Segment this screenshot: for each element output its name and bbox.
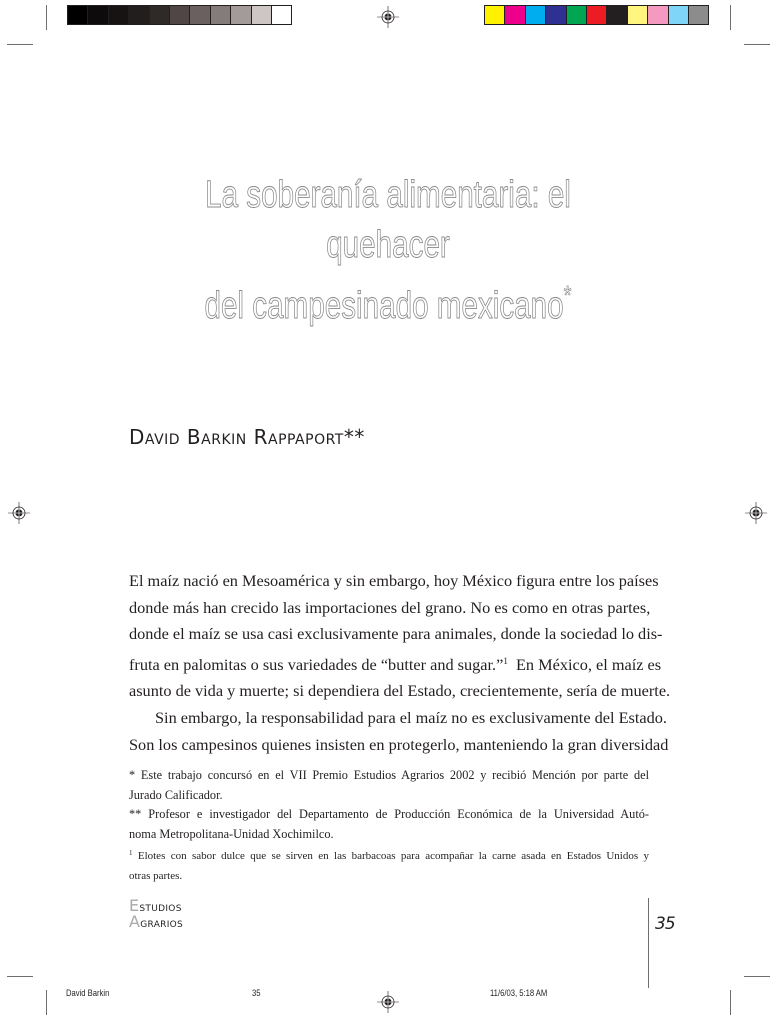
- registration-mark-left-icon: [8, 502, 30, 524]
- footnote-2-line: noma Metropolitana-Unidad Xochimilco.: [129, 826, 334, 841]
- body-line-text: fruta en palomitas o sus variedades de “butter and sugar.”: [129, 654, 504, 674]
- author-name: [129, 425, 365, 449]
- color-swatch: [88, 6, 107, 24]
- footnote-3-line: otras partes.: [129, 869, 183, 882]
- grayscale-color-bar: [67, 5, 292, 25]
- body-line: donde el maíz se usa casi exclusivamente para animales, donde la sociedad lo dis-: [129, 624, 663, 644]
- journal-logo-cap: A: [129, 912, 141, 931]
- color-swatch: [607, 6, 626, 24]
- color-swatch: [68, 6, 87, 24]
- footnote-1-line: Jurado Calificador.: [129, 787, 223, 802]
- journal-logo-text: studios: [139, 899, 182, 914]
- color-swatch: [648, 6, 667, 24]
- color-swatch: [150, 6, 169, 24]
- body-line: El maíz nació en Mesoamérica y sin embargo, hoy México figura entre los países: [129, 571, 659, 590]
- crop-mark-bottom-right-horizontal: [744, 976, 770, 977]
- article-body: [129, 568, 671, 758]
- color-swatch: [272, 6, 291, 24]
- body-line: [129, 648, 662, 679]
- title-line-2-text: del campesinado mexicano: [204, 285, 564, 327]
- color-swatch: [211, 6, 230, 24]
- registration-mark-bottom-icon: [377, 991, 399, 1013]
- author-footnote-marker: **: [343, 425, 365, 449]
- color-swatch: [231, 6, 250, 24]
- body-line-text: En México, el maíz es: [507, 654, 662, 674]
- slug-timestamp: 11/6/03, 5:18 AM: [490, 988, 548, 998]
- footnote-ref-1: 1: [503, 655, 508, 666]
- body-line: Son los campesinos quienes insisten en protegerlo, manteniendo la gran diversidad: [129, 734, 669, 754]
- title-line-1: La soberanía alimentaria: el quehacer: [205, 174, 571, 266]
- page-number: 35: [655, 914, 675, 934]
- journal-logo-cap: E: [129, 896, 140, 915]
- color-swatch: [526, 6, 545, 24]
- journal-logo-line-2: [129, 914, 183, 930]
- body-line: Sin embargo, la responsabilidad para el maíz no es exclusivamente del Estado.: [155, 707, 667, 727]
- color-swatch: [546, 6, 565, 24]
- color-swatch: [190, 6, 209, 24]
- registration-mark-right-icon: [745, 502, 767, 524]
- footnote-2-line: ** Profesor e investigador del Departamento de Producción Económica de la Universidad Autó-: [129, 807, 649, 822]
- color-swatch: [567, 6, 586, 24]
- footnote-3-marker: 1: [129, 849, 133, 858]
- footnotes: [129, 766, 649, 887]
- body-line: asunto de vida y muerte; si dependiera del Estado, crecientemente, sería de muerte.: [129, 681, 671, 701]
- slug-file-name: David Barkin: [66, 988, 110, 998]
- color-swatch: [252, 6, 271, 24]
- color-swatch: [109, 6, 128, 24]
- registration-mark-top-icon: [377, 6, 399, 28]
- color-swatch: [129, 6, 148, 24]
- color-swatch: [689, 6, 708, 24]
- crop-mark-top-right-horizontal: [744, 44, 770, 45]
- title-line-2: [179, 270, 597, 331]
- footnote-3-line: [129, 844, 649, 867]
- crop-mark-bottom-left-horizontal: [7, 976, 33, 977]
- title-footnote-marker: *: [563, 280, 572, 310]
- color-swatch: [505, 6, 524, 24]
- body-line: donde más han crecido las importaciones del grano. No es como en otras partes,: [129, 597, 651, 617]
- journal-logo-text: grarios: [140, 915, 184, 930]
- crop-mark-bottom-left-vertical: [46, 990, 47, 1015]
- crop-mark-bottom-right-vertical: [730, 990, 731, 1015]
- color-swatch: [170, 6, 189, 24]
- crop-mark-top-left-horizontal: [7, 44, 33, 45]
- color-swatch: [485, 6, 504, 24]
- footnote-1-line: * Este trabajo concursó en el VII Premio Estudios Agrarios 2002 y recibió Mención por parte del: [129, 768, 649, 782]
- article-title: [179, 170, 597, 331]
- color-swatch: [669, 6, 688, 24]
- crop-mark-top-right-vertical: [730, 5, 731, 30]
- footnote-3-text: Elotes con sabor dulce que se sirven en las barbacoas para acompañar la carne asada en Estados Unidos y: [132, 850, 649, 863]
- crop-mark-top-left-vertical: [46, 5, 47, 30]
- color-swatch: [587, 6, 606, 24]
- page-number-rule: [648, 898, 649, 988]
- author-name-text: David Barkin Rappaport: [129, 425, 344, 449]
- slug-page: 35: [252, 988, 261, 998]
- color-swatch: [628, 6, 647, 24]
- process-color-bar: [484, 5, 709, 25]
- journal-logo: [129, 898, 183, 930]
